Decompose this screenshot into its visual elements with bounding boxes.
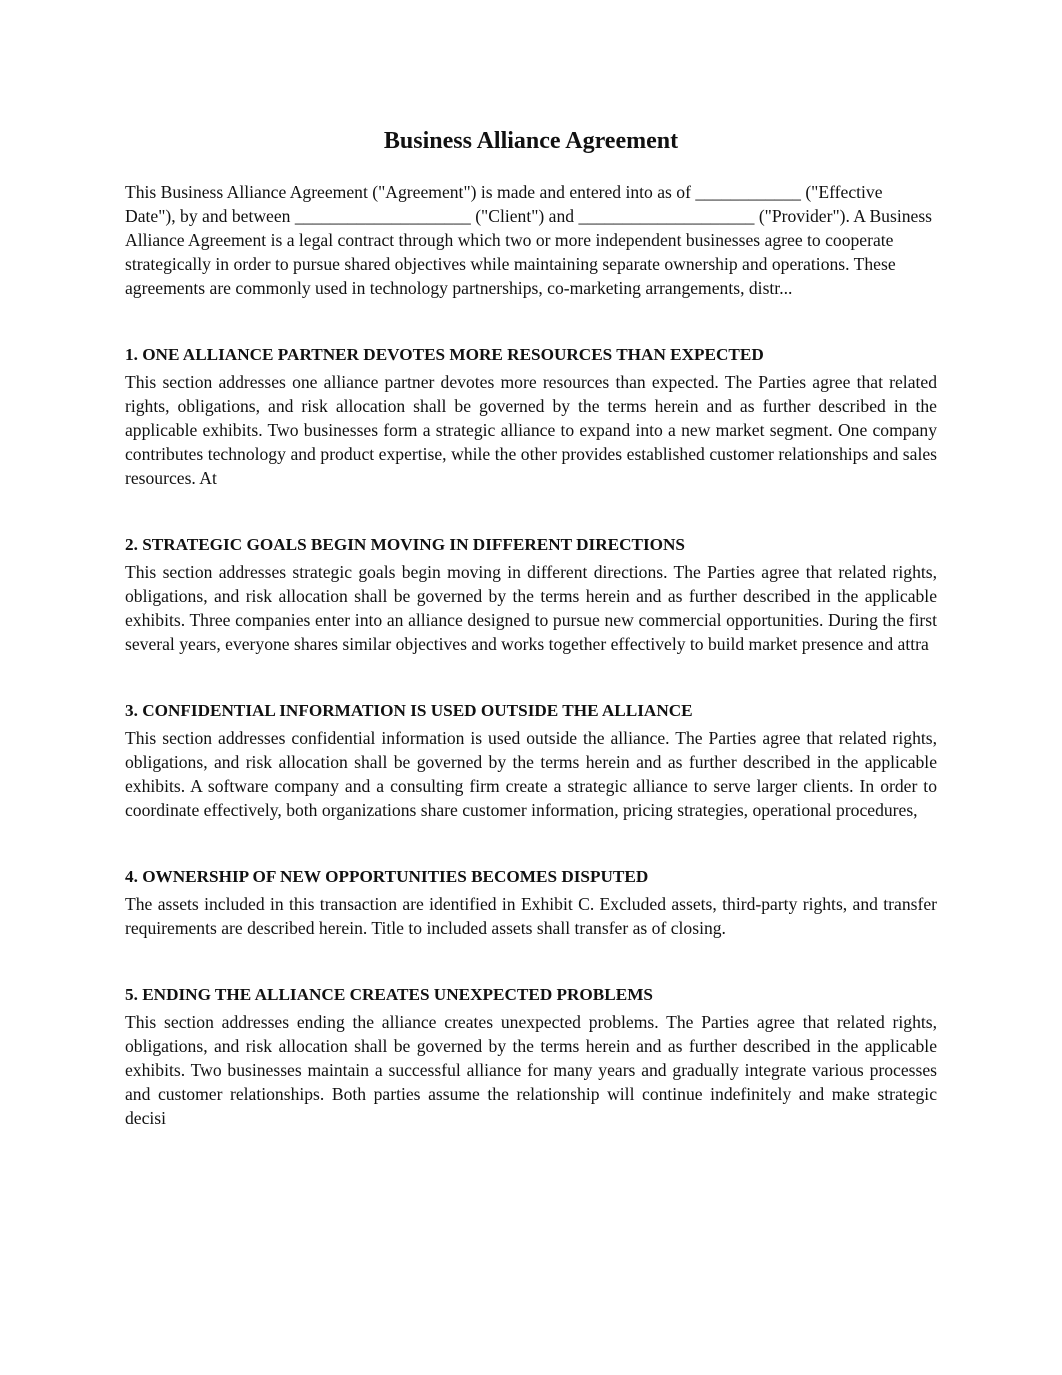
section-body: This section addresses ending the alliance creates unexpected problems. The Parties agree that related rights, obligations, and risk allocation shall be governed by the terms herein and as further described in the applicable exhibits. Two businesses maintain a successful alliance for many years and gradually integrate various processes and customer relationships. Both parties assume the relationship will continue indefinitely and make strategic decisi <box>125 1012 937 1128</box>
intro-paragraph: This Business Alliance Agreement ("Agreement") is made and entered into as of ____________ ("Effective Date"), by and between ____________________ ("Client") and ____________________ ("Provider"). A Business Alliance Agreement is a legal contract through which two or more independent businesses agree to cooperate strategically in order to pursue shared objectives while maintaining separate ownership and operations. These agreements are commonly used in technology partnerships, co-marketing arrangements, distr... <box>125 182 933 298</box>
section-1 <box>125 343 937 490</box>
section-heading: 5. ENDING THE ALLIANCE CREATES UNEXPECTED PROBLEMS <box>125 985 653 1004</box>
section-heading: 3. CONFIDENTIAL INFORMATION IS USED OUTSIDE THE ALLIANCE <box>125 701 693 720</box>
section-5 <box>125 983 937 1130</box>
section-heading: 2. STRATEGIC GOALS BEGIN MOVING IN DIFFERENT DIRECTIONS <box>125 535 685 554</box>
section-heading: 1. ONE ALLIANCE PARTNER DEVOTES MORE RESOURCES THAN EXPECTED <box>125 345 764 364</box>
section-4 <box>125 865 937 940</box>
section-body: This section addresses confidential information is used outside the alliance. The Parties agree that related rights, obligations, and risk allocation shall be governed by the terms herein and as further described in the applicable exhibits. A software company and a consulting firm create a strategic alliance to serve larger clients. In order to coordinate effectively, both organizations share customer information, pricing strategies, operational procedures, <box>125 728 937 820</box>
document-title: Business Alliance Agreement <box>383 128 679 154</box>
section-body: This section addresses strategic goals begin moving in different directions. The Parties agree that related rights, obligations, and risk allocation shall be governed by the terms herein and as further described in the applicable exhibits. Three companies enter into an alliance designed to pursue new commercial opportunities. During the first several years, everyone shares similar objectives and works together effectively to build market presence and attra <box>125 562 937 654</box>
document-content <box>125 124 937 1130</box>
section-3 <box>125 699 937 822</box>
section-2 <box>125 533 937 656</box>
section-heading: 4. OWNERSHIP OF NEW OPPORTUNITIES BECOMES DISPUTED <box>125 867 649 886</box>
section-body: This section addresses one alliance partner devotes more resources than expected. The Parties agree that related rights, obligations, and risk allocation shall be governed by the terms herein and as further described in the applicable exhibits. Two businesses form a strategic alliance to expand into a new market segment. One company contributes technology and product expertise, while the other provides established customer relationships and sales resources. At <box>125 372 937 488</box>
section-body: The assets included in this transaction are identified in Exhibit C. Excluded assets, third-party rights, and transfer requirements are described herein. Title to included assets shall transfer as of closing. <box>125 894 937 938</box>
